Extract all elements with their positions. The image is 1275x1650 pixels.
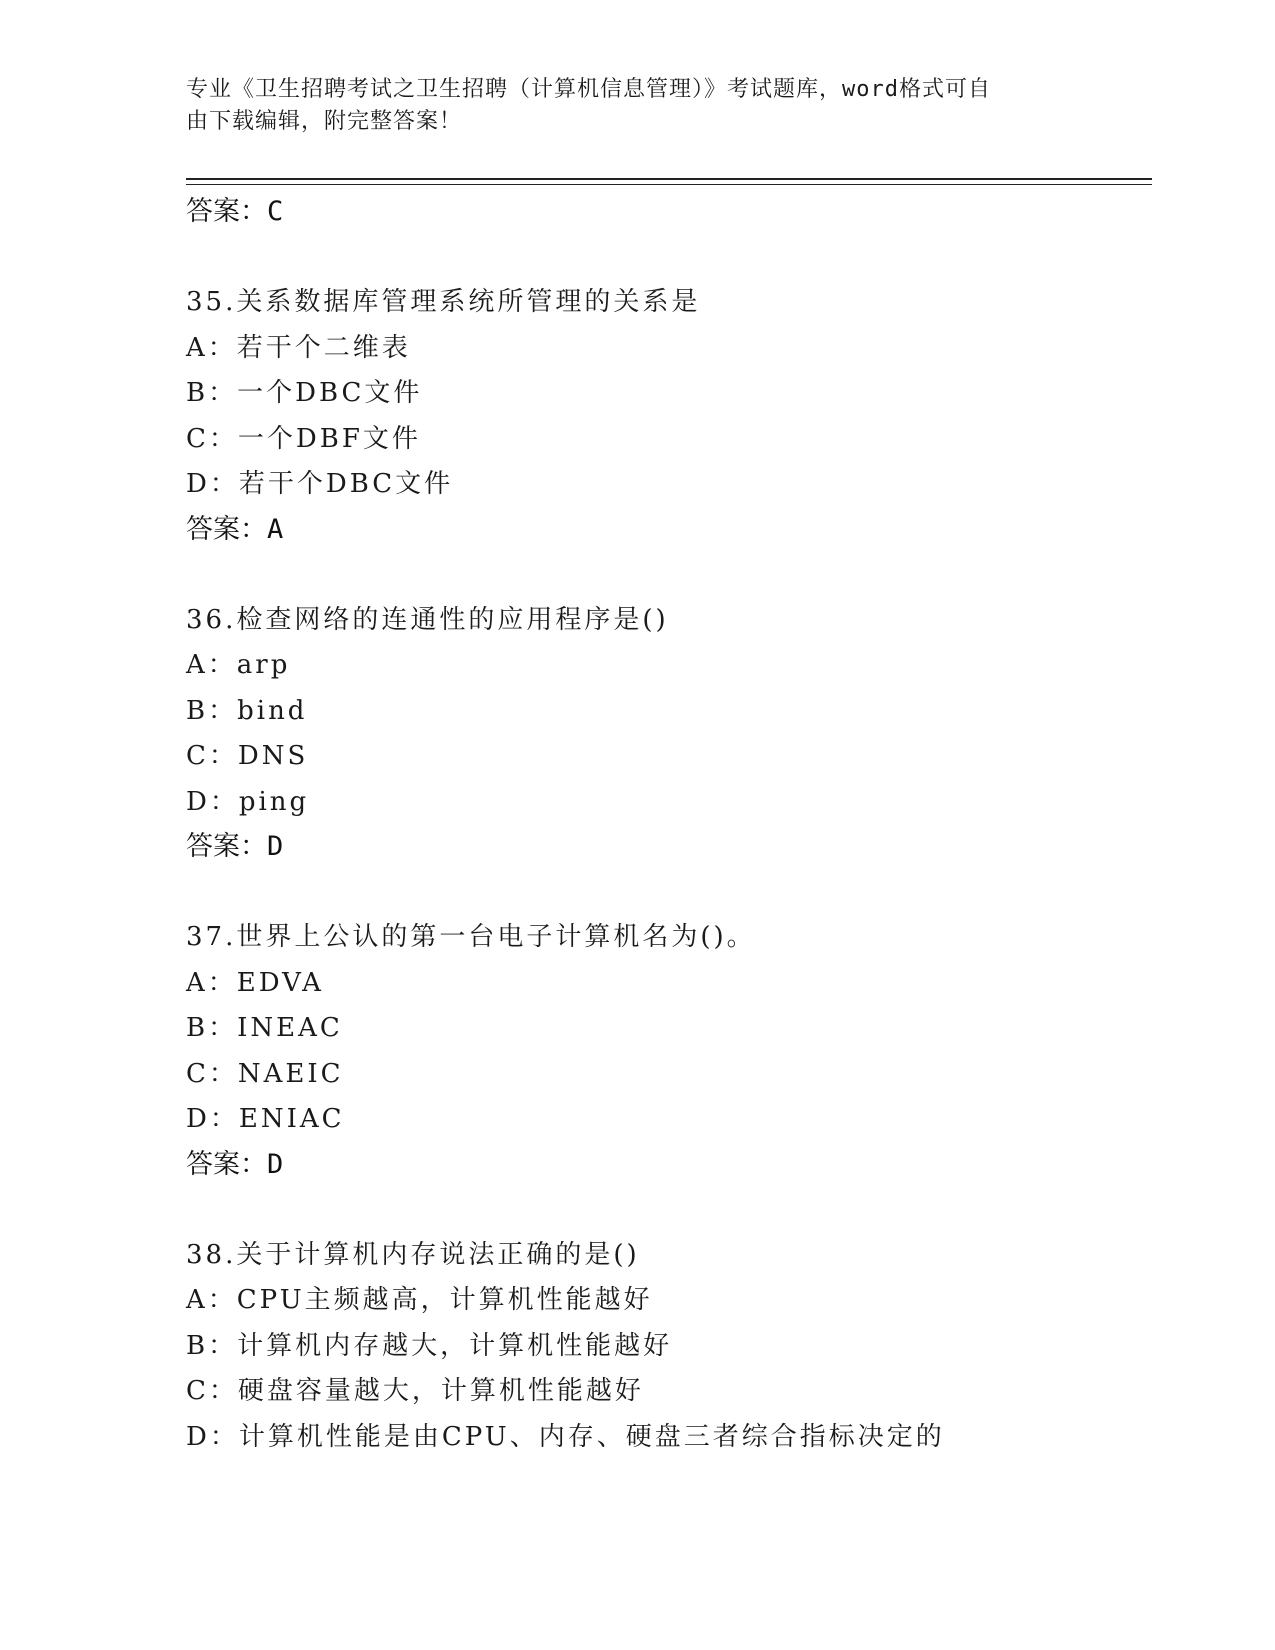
option-c: C：硬盘容量越大，计算机性能越好: [186, 1376, 644, 1406]
option-a: A：CPU主频越高，计算机性能越好: [186, 1285, 653, 1315]
header-divider-thin: [186, 184, 1152, 185]
option-b: B：bind: [186, 695, 308, 726]
option-c: C：NAEIC: [186, 1058, 344, 1089]
question-36: [186, 598, 1146, 870]
document-header: [186, 74, 1066, 138]
question-text: 36.检查网络的连通性的应用程序是(): [186, 604, 669, 635]
header-divider-thick: [186, 178, 1152, 180]
question-text: 37.世界上公认的第一台电子计算机名为()。: [186, 922, 756, 952]
question-35: [186, 280, 1146, 552]
option-a: A：arp: [186, 650, 291, 680]
previous-answer: 答案：C: [186, 196, 284, 227]
option-b: B：计算机内存越大，计算机性能越好: [186, 1330, 673, 1361]
option-c: C：一个DBF文件: [186, 423, 421, 454]
question-list: [186, 190, 1146, 1506]
option-c: C：DNS: [186, 741, 309, 771]
question-38: [186, 1233, 1146, 1461]
answer-text: 答案：D: [186, 1148, 284, 1180]
question-37: [186, 915, 1146, 1187]
answer-text: 答案：A: [186, 513, 284, 545]
option-b: B：一个DBC文件: [186, 378, 423, 408]
header-line-1: 专业《卫生招聘考试之卫生招聘（计算机信息管理）》考试题库，word格式可自: [186, 77, 991, 102]
question-text: 35.关系数据库管理系统所管理的关系是: [186, 287, 701, 317]
option-d: D：ping: [186, 786, 310, 817]
header-line-2: 由下载编辑，附完整答案！: [186, 109, 463, 134]
option-d: D：若干个DBC文件: [186, 469, 454, 499]
option-a: A：若干个二维表: [186, 332, 411, 363]
question-text: 38.关于计算机内存说法正确的是(): [186, 1239, 640, 1270]
option-d: D：计算机性能是由CPU、内存、硬盘三者综合指标决定的: [186, 1421, 945, 1452]
answer-text: 答案：D: [186, 831, 284, 862]
option-d: D：ENIAC: [186, 1104, 345, 1134]
option-a: A：EDVA: [186, 967, 324, 998]
option-b: B：INEAC: [186, 1013, 343, 1043]
